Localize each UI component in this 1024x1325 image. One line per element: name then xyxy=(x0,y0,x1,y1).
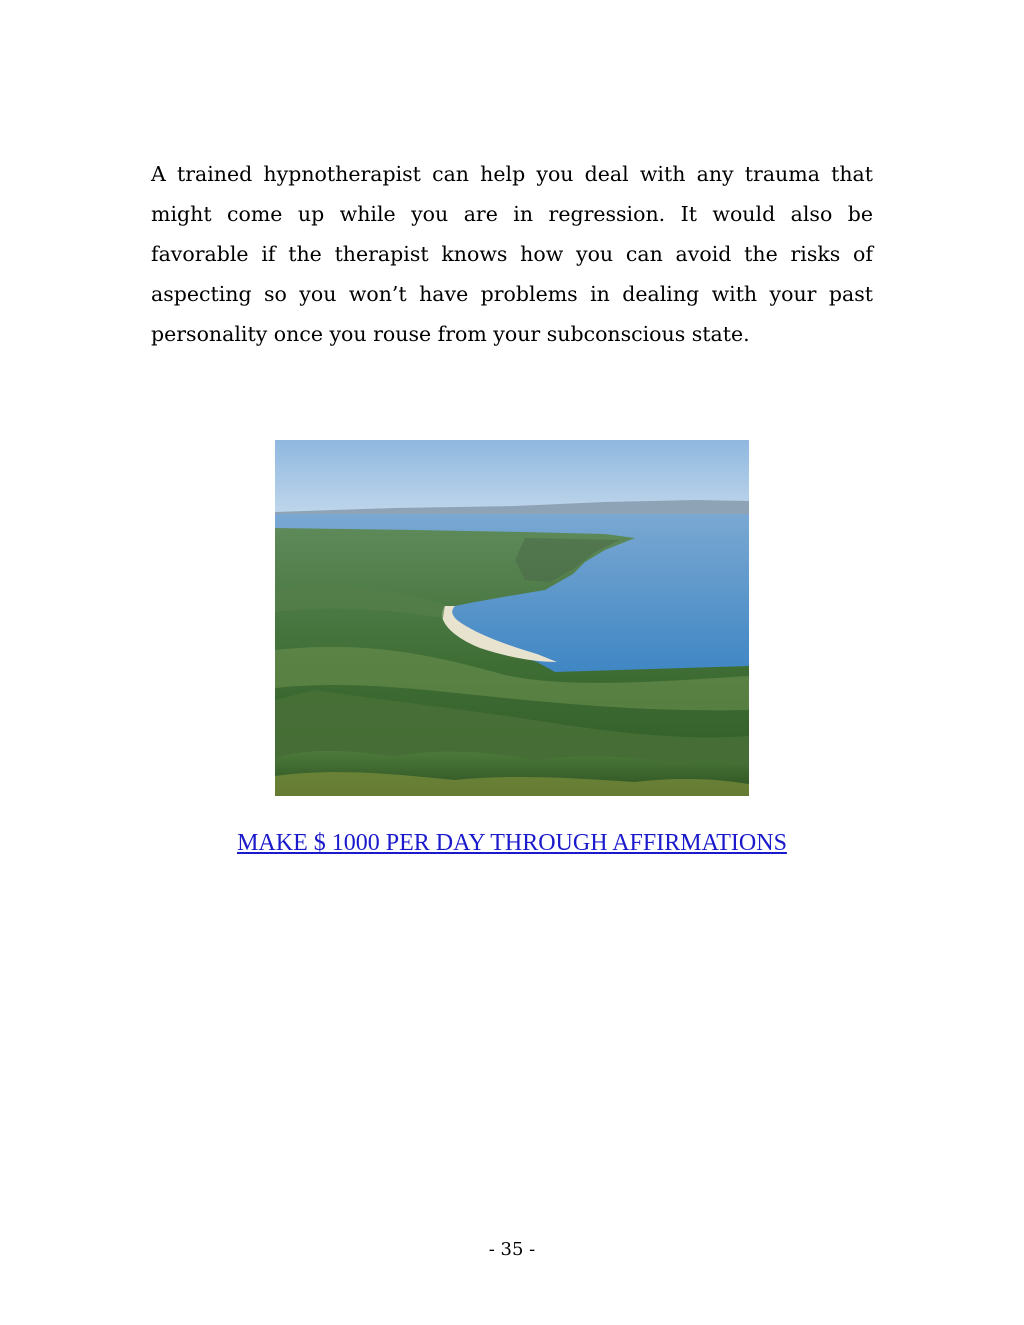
affirmations-link-container xyxy=(0,826,1024,860)
page-number: - 35 - xyxy=(488,1239,536,1260)
affirmations-link[interactable]: MAKE $ 1000 PER DAY THROUGH AFFIRMATIONS xyxy=(237,830,787,856)
body-paragraph: A trained hypnotherapist can help you deal with any trauma that might come up while you are in regression. It would also be favorable if the therapist knows how you can avoid the risks of aspecting so you won’t have problems in dealing with your past personality once you rouse from your subconscious state. xyxy=(151,162,873,346)
coastline-photo xyxy=(275,440,749,796)
